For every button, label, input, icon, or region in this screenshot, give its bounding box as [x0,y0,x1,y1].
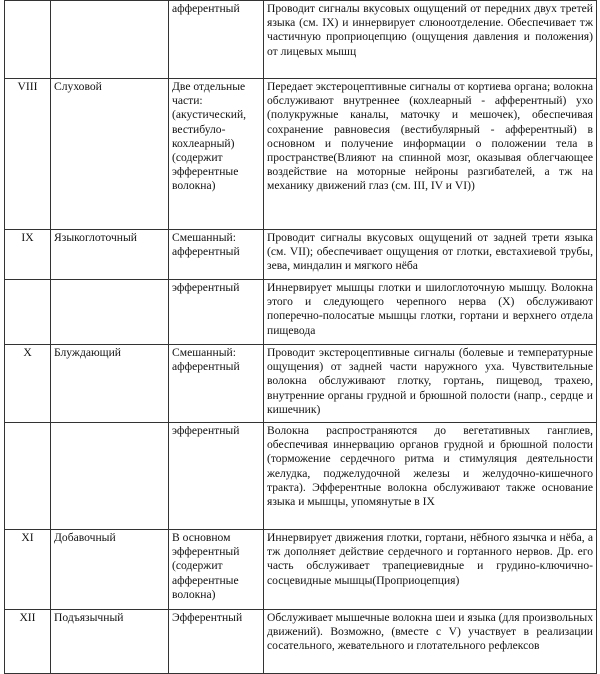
table-row [5,79,597,230]
nerve-description: Обслуживает мышечные волокна шеи и языка (для произвольных движений). Возможно, (вместе с V) участвует в реализации сосательного, жевательного и глотательного рефлексов [264,610,597,674]
nerve-composition: Смешанный: афферентный [169,230,264,280]
table-row [5,423,597,530]
nerve-name [51,1,169,79]
nerve-composition: Смешанный: афферентный [169,345,264,423]
nerve-composition: эфферентный [169,423,264,530]
nerve-number: IX [5,230,51,280]
nerve-name: Добавочный [51,530,169,610]
table-row [5,345,597,423]
nerve-composition: В основном эфферентный (содержит афферентные волокна) [169,530,264,610]
table-row [5,1,597,79]
nerve-description: Проводит экстероцептивные сигналы (болевые и температурные ощущения) от задней части наружного уха. Чувствительные волокна обслуживают глотку, гортань, пищевод, трахею, внутренние органы грудной и брюшной полости (напр., сердце и кишечник) [264,345,597,423]
nerve-number: XII [5,610,51,674]
nerve-name [51,423,169,530]
nerve-description: Иннервирует мышцы глотки и шилоглоточную мышцу. Волокна этого и следующего черепного нерва (X) обслуживают поперечно-полосатые мышцы глотки, гортани и верхнего отдела пищевода [264,280,597,345]
table-row [5,280,597,345]
nerve-name: Подъязычный [51,610,169,674]
nerve-number: X [5,345,51,423]
nerve-description: Волокна распространяются до вегетативных ганглиев, обеспечивая иннервацию органов грудной и брюшной полости (торможение сердечного ритма и стимуляция деятельности желудка, поджелудочной железы и желудочно-кишечного тракта). Эфферентные волокна обслуживают также основание языка и мышцы, упомянутые в IX [264,423,597,530]
nerve-name: Блуждающий [51,345,169,423]
nerve-number [5,280,51,345]
nerve-description: Проводит сигналы вкусовых ощущений от передних двух третей языка (см. IX) и иннервирует слюноотделение. Обеспечивает тж частичную проприоцепцию (ощущения давления и положения) от лицевых мышц [264,1,597,79]
table-row [5,230,597,280]
nerve-description: Передает экстероцептивные сигналы от кортиева органа; волокна обслуживают внутреннее (кохлеарный - афферентный) ухо (полукружные каналы, маточку и мешочек), обеспечивая сохранение равновесия (вестибулярный - афферентный) в основном и получение информации о положении тела в пространстве(Влияют на спинной мозг, оказывая облегчающее воздействие на моторные нейроны разгибателей, а тж на механику движений глаз (см. III, IV и VI)) [264,79,597,230]
nerve-name [51,280,169,345]
nerve-composition: афферентный [169,1,264,79]
nerve-description: Иннервирует движения глотки, гортани, нёбного язычка и нёба, а тж дополняет действие сердечного и гортанного нервов. Др. его часть обслуживает трапециевидные и грудино-ключично-сосцевидные мышцы(Проприоцепция) [264,530,597,610]
table-row [5,530,597,610]
nerve-composition: Эфферентный [169,610,264,674]
table-row [5,610,597,674]
nerve-description: Проводит сигналы вкусовых ощущений от задней трети языка (см. VII); обеспечивает ощущения от глотки, евстахиевой трубы, зева, миндалин и мягкого нёба [264,230,597,280]
cranial-nerves-table [4,0,597,674]
nerve-number: VIII [5,79,51,230]
nerve-name: Слуховой [51,79,169,230]
nerve-composition: эфферентный [169,280,264,345]
nerve-number [5,1,51,79]
nerve-composition: Две отдельные части: (акустический, вестибуло-кохлеарный)(содержит эфферентные волокна) [169,79,264,230]
nerve-name: Языкоглоточный [51,230,169,280]
nerve-number [5,423,51,530]
nerve-number: XI [5,530,51,610]
